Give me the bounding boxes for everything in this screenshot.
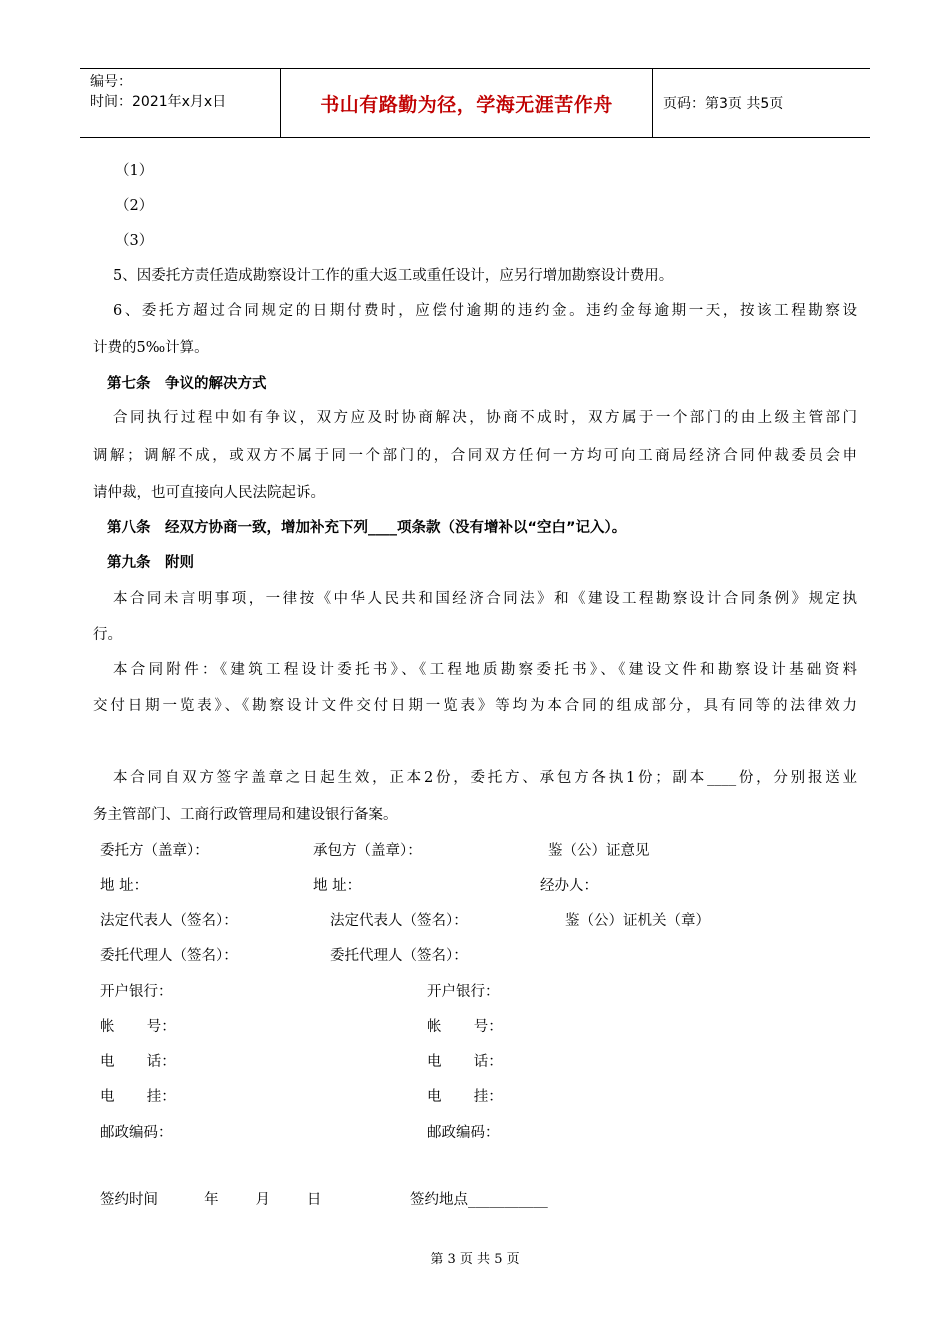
article-9-p1-line-1: 本合同未言明事项，一律按《中华人民共和国经济合同法》和《建设工程勘察设计合同条例》规定执 — [113, 591, 857, 607]
page-footer: 第 3 页 共 5 页 — [430, 1252, 520, 1267]
page-header — [80, 68, 870, 138]
header-motto: 书山有路勤为径，学海无涯苦作舟 — [281, 69, 653, 137]
contractor-cable-label: 电 挂： — [427, 1089, 503, 1105]
client-cable-label: 电 挂： — [100, 1089, 176, 1105]
sign-place-label: 签约地点___________ — [410, 1192, 548, 1208]
article-7-line-2: 调解；调解不成，或双方不属于同一个部门的，合同双方任何一方均可向工商局经济合同仲裁委员会申 — [93, 448, 857, 464]
article-7-title: 第七条 争议的解决方式 — [107, 376, 267, 392]
client-account-label: 帐 号： — [100, 1019, 176, 1035]
header-page-info: 页码：第3页 共5页 — [663, 96, 784, 112]
article-9-p3-line-2: 务主管部门、工商行政管理局和建设银行备案。 — [93, 807, 398, 823]
contractor-postcode-label: 邮政编码： — [427, 1125, 500, 1141]
header-number-label: 编号： — [90, 74, 132, 90]
sign-time-label: 签约时间 年 月 日 — [100, 1192, 322, 1208]
client-address-label: 地 址： — [100, 878, 149, 894]
contractor-rep-label: 法定代表人（签名）： — [330, 913, 468, 929]
clause-6-line-1: 6、委托方超过合同规定的日期付费时，应偿付逾期的违约金。违约金每逾期一天，按该工程勘察设 — [113, 303, 857, 319]
notary-org-label: 鉴（公）证机关（章） — [565, 913, 710, 929]
article-9-title: 第九条 附则 — [107, 555, 194, 571]
client-bank-label: 开户银行： — [100, 984, 173, 1000]
contractor-account-label: 帐 号： — [427, 1019, 503, 1035]
client-agent-label: 委托代理人（签名）： — [100, 948, 238, 964]
client-phone-label: 电 话： — [100, 1054, 176, 1070]
clause-5: 5、因委托方责任造成勘察设计工作的重大返工或重任设计，应另行增加勘察设计费用。 — [113, 268, 674, 284]
client-seal-label: 委托方（盖章）： — [100, 843, 209, 859]
contractor-address-label: 地 址： — [313, 878, 362, 894]
article-8-title: 第八条 经双方协商一致，增加补充下列____项条款（没有增补以“空白”记入）。 — [107, 520, 627, 536]
clause-6-line-2: 计费的5‰计算。 — [93, 340, 209, 356]
article-7-line-1: 合同执行过程中如有争议，双方应及时协商解决，协商不成时，双方属于一个部门的由上级主管部门 — [113, 410, 857, 426]
contractor-phone-label: 电 话： — [427, 1054, 503, 1070]
header-left-cell — [80, 69, 281, 137]
article-9-p2-line-2: 交付日期一览表》、《勘察设计文件交付日期一览表》等均为本合同的组成部分，具有同等的法律效力 — [93, 698, 857, 714]
article-9-p1-line-2: 行。 — [93, 627, 122, 643]
client-postcode-label: 邮政编码： — [100, 1125, 173, 1141]
item-2: （2） — [115, 198, 154, 214]
article-7-line-3: 请仲裁，也可直接向人民法院起诉。 — [93, 485, 325, 501]
handler-label: 经办人： — [540, 878, 598, 894]
client-rep-label: 法定代表人（签名）： — [100, 913, 238, 929]
notary-opinion-label: 鉴（公）证意见 — [548, 843, 650, 859]
article-9-p2-line-1: 本合同附件：《建筑工程设计委托书》、《工程地质勘察委托书》、《建设文件和勘察设计基础资料 — [113, 662, 857, 678]
article-9-p3-line-1: 本合同自双方签字盖章之日起生效，正本2份，委托方、承包方各执1份；副本____份，分别报送业 — [113, 770, 857, 786]
contractor-bank-label: 开户银行： — [427, 984, 500, 1000]
item-3: （3） — [115, 233, 154, 249]
contractor-agent-label: 委托代理人（签名）： — [330, 948, 468, 964]
contractor-seal-label: 承包方（盖章）： — [313, 843, 422, 859]
item-1: （1） — [115, 163, 154, 179]
header-date: 时间：2021年x月x日 — [90, 94, 227, 110]
